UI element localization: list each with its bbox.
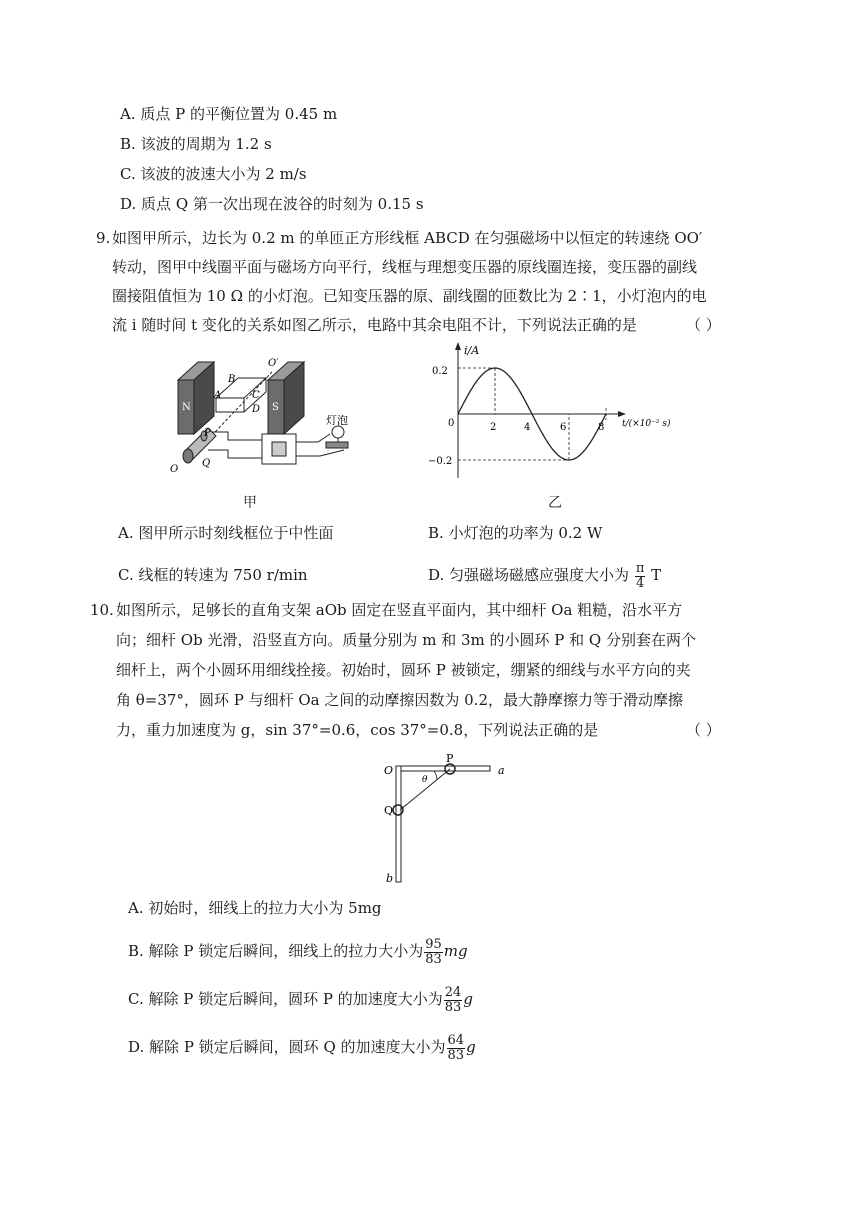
q10-line-3: 细杆上，两个小圆环用细线拴接。初始时，圆环 P 被锁定，绷紧的细线与水平方向的夹	[116, 661, 691, 679]
q10-line-5: 力，重力加速度为 g，sin 37°=0.6，cos 37°=0.8，下列说法正确的是	[116, 721, 599, 739]
y-axis-label: i/A	[464, 344, 480, 357]
q9-option-a	[118, 523, 333, 543]
option-text: 小灯泡的功率为 0.2 W	[448, 524, 603, 542]
option-letter: A.	[128, 899, 144, 917]
option-text: 匀强磁场磁感应强度大小为	[449, 566, 630, 584]
q10-figure	[370, 752, 520, 888]
y-axis-arrow	[455, 342, 461, 350]
label-c: C	[252, 390, 260, 401]
q9-line-3: 圈接阻值恒为 10 Ω 的小灯泡。已知变压器的原、副线圈的匝数比为 2∶1，小灯泡内的电	[112, 287, 707, 305]
angle-arc	[434, 771, 437, 780]
x-tick-label: 6	[560, 422, 567, 433]
label-bulb: 灯泡	[326, 414, 348, 427]
q10-answer-paren: （ ）	[686, 721, 721, 739]
option-text: 解除 P 锁定后瞬间，细线上的拉力大小为	[148, 942, 424, 960]
option-letter: C.	[120, 165, 136, 183]
q10-line-2: 向；细杆 Ob 光滑，沿竖直方向。质量分别为 m 和 3m 的小圆环 P 和 Q 分别套在两个	[116, 631, 696, 649]
rod-ob	[396, 766, 401, 882]
q9-caption-jia: 甲	[243, 495, 257, 511]
option-letter: D.	[428, 566, 445, 584]
q10-line-1: 如图所示，足够长的直角支架 aOb 固定在竖直平面内，其中细杆 Oa 粗糙，沿水平方	[116, 601, 683, 619]
fraction-numerator: 24	[444, 984, 462, 1000]
magnet-n	[178, 362, 214, 434]
chart-axes	[455, 342, 626, 478]
option-letter: B.	[128, 942, 144, 960]
q9-chart-yi	[428, 338, 688, 488]
option-letter: D.	[120, 195, 137, 213]
label-a: A	[214, 390, 222, 401]
fraction-denominator: 83	[425, 951, 442, 967]
option-letter: C.	[118, 566, 134, 584]
label-s: S	[272, 402, 279, 413]
label-q: Q	[384, 804, 394, 817]
fraction-denominator: 83	[444, 999, 462, 1015]
fraction	[444, 986, 463, 1015]
circuit-wires	[208, 432, 344, 464]
option-letter: B.	[120, 135, 136, 153]
option-unit: mg	[443, 942, 468, 960]
option-text: 解除 P 锁定后瞬间，圆环 P 的加速度大小为	[148, 990, 443, 1008]
q9-option-b	[428, 523, 602, 543]
option-unit: g	[466, 1038, 476, 1056]
option-letter: A.	[118, 524, 134, 542]
label-oprime: O′	[268, 358, 279, 369]
label-p: P	[446, 752, 454, 765]
label-d: D	[252, 404, 261, 415]
magnet-s	[268, 362, 304, 434]
fraction-numerator: 95	[425, 936, 442, 952]
label-p: P	[204, 428, 211, 439]
fraction-denominator: 4	[635, 575, 645, 591]
q9-line-2: 转动，图甲中线圈平面与磁场方向平行，线框与理想变压器的原线圈连接，变压器的副线	[112, 258, 698, 276]
option-letter: D.	[128, 1038, 145, 1056]
fraction	[424, 938, 443, 967]
option-text: 线框的转速为 750 r/min	[138, 566, 308, 584]
q10-option-a	[128, 898, 382, 918]
option-text: 该波的波速大小为 2 m/s	[140, 165, 307, 183]
fraction	[447, 1034, 466, 1063]
option-letter: C.	[128, 990, 144, 1008]
q9-answer-paren: （ ）	[686, 316, 721, 334]
x-tick-label: 8	[598, 422, 605, 433]
y-tick-label-neg: −0.2	[428, 456, 453, 467]
option-unit: g	[463, 990, 473, 1008]
q10-line-4: 角 θ=37°，圆环 P 与细杆 Oa 之间的动摩擦因数为 0.2，最大静摩擦力等于滑动摩擦	[116, 691, 683, 709]
option-unit: T	[651, 566, 662, 584]
q9-caption-yi: 乙	[548, 495, 562, 511]
x-axis-label: t/(×10⁻² s)	[622, 419, 671, 429]
fraction	[635, 562, 646, 591]
label-theta: θ	[422, 775, 428, 785]
q9-line-4: 流 i 随时间 t 变化的关系如图乙所示，电路中其余电阻不计，下列说法正确的是	[112, 316, 637, 334]
q10-option-c	[128, 982, 473, 1016]
option-text: 该波的周期为 1.2 s	[140, 135, 272, 153]
label-a: a	[498, 764, 505, 777]
q10-option-b	[128, 934, 468, 968]
label-o: O	[384, 764, 394, 777]
q8-option-d	[120, 194, 424, 214]
q9-option-d	[428, 558, 661, 592]
option-letter: B.	[428, 524, 444, 542]
option-text: 质点 Q 第一次出现在波谷的时刻为 0.15 s	[141, 195, 424, 213]
q10-option-d	[128, 1030, 476, 1064]
label-q: Q	[202, 458, 211, 469]
label-n: N	[182, 402, 191, 413]
y-tick-label-pos: 0.2	[432, 366, 448, 377]
option-text: 解除 P 锁定后瞬间，圆环 Q 的加速度大小为	[149, 1038, 446, 1056]
fraction-numerator: π	[635, 560, 645, 576]
q8-option-b	[120, 134, 272, 154]
q9-line-1: 如图甲所示，边长为 0.2 m 的单匝正方形线框 ABCD 在匀强磁场中以恒定的转速绕 OO′	[112, 229, 703, 247]
q8-option-c	[120, 164, 307, 184]
option-text: 初始时，细线上的拉力大小为 5mg	[148, 899, 382, 917]
q9-number: 9.	[96, 229, 111, 247]
label-o: O	[170, 464, 179, 475]
q10-number: 10.	[90, 601, 114, 619]
rod-oa	[396, 766, 490, 771]
origin-label: 0	[448, 418, 455, 429]
option-letter: A.	[120, 105, 136, 123]
label-b: B	[228, 374, 236, 385]
option-text: 质点 P 的平衡位置为 0.45 m	[140, 105, 338, 123]
label-b: b	[386, 872, 394, 885]
bulb-icon	[326, 426, 348, 448]
q8-option-a	[120, 104, 337, 124]
q9-option-c	[118, 565, 308, 585]
x-tick-label: 2	[490, 422, 497, 433]
fraction-numerator: 64	[447, 1032, 465, 1048]
x-axis-arrow	[618, 411, 626, 417]
option-text: 图甲所示时刻线框位于中性面	[138, 524, 334, 542]
fraction-denominator: 83	[447, 1047, 465, 1063]
x-tick-label: 4	[524, 422, 531, 433]
q9-figure-jia	[168, 352, 368, 482]
